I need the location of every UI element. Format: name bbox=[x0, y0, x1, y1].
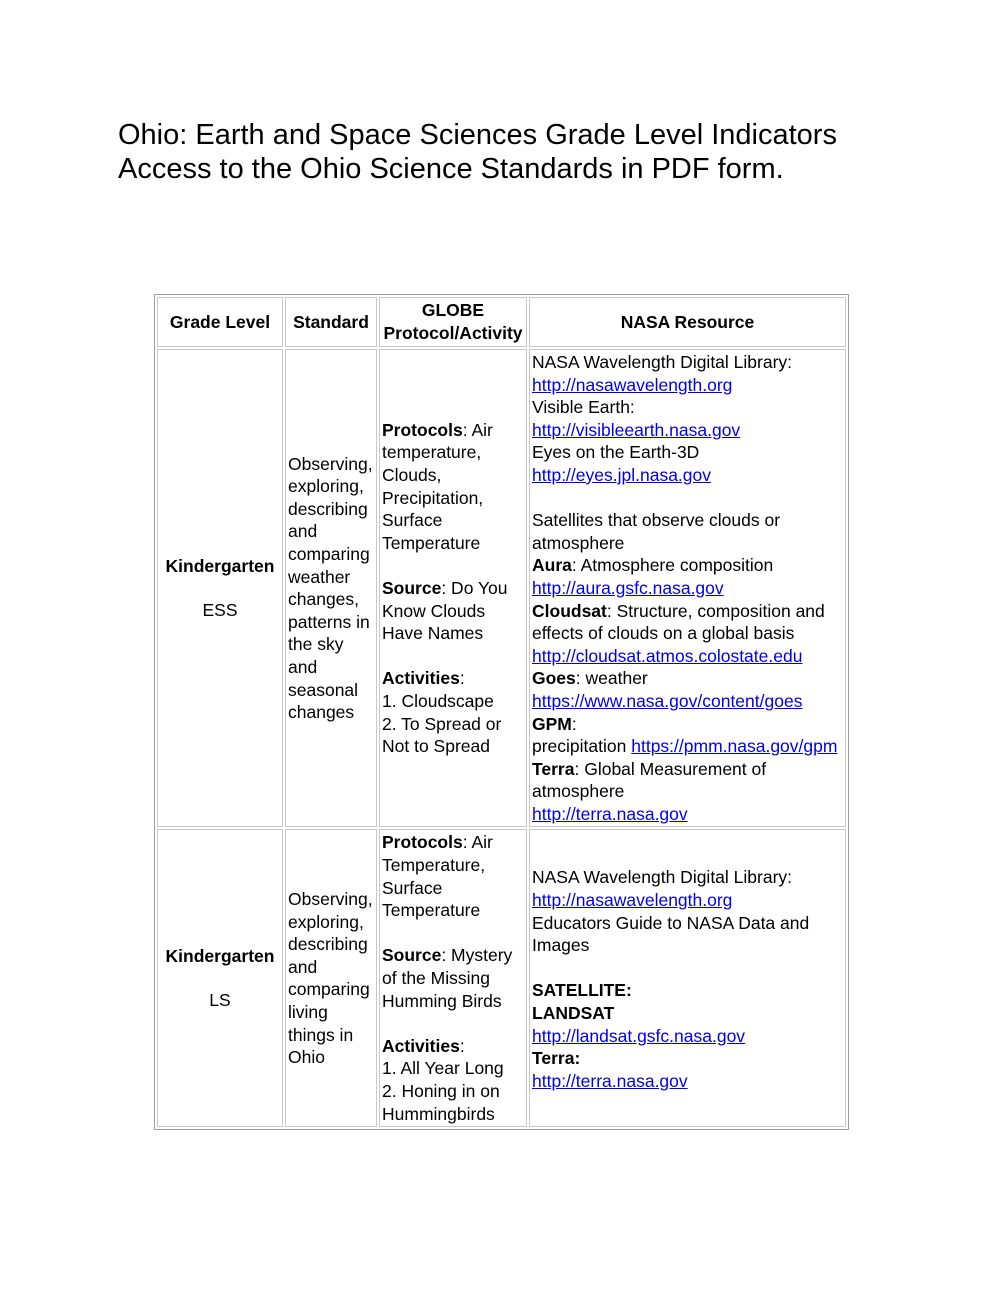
gpm-colon: : bbox=[571, 713, 577, 734]
landsat-link[interactable]: http://landsat.gsfc.nasa.gov bbox=[532, 1025, 746, 1046]
aura-link[interactable]: http://aura.gsfc.nasa.gov bbox=[532, 577, 724, 598]
table-row bbox=[157, 829, 846, 1127]
aura-label: Aura bbox=[532, 555, 572, 576]
wavelength-link[interactable]: http://nasawavelength.org bbox=[532, 374, 733, 395]
header-nasa-resource: NASA Resource bbox=[529, 297, 846, 347]
standard-cell: Observing, exploring, describing and comparing living things in Ohio bbox=[285, 829, 377, 1127]
resource-text: Visible Earth: bbox=[532, 397, 635, 418]
visible-earth-link[interactable]: http://visibleearth.nasa.gov bbox=[532, 419, 741, 440]
gpm-label: GPM bbox=[532, 713, 572, 734]
activities-label: Activities bbox=[382, 1035, 460, 1056]
source-label: Source bbox=[382, 945, 442, 966]
activity-item: 1. Cloudscape bbox=[382, 690, 494, 711]
header-standard: Standard bbox=[285, 297, 377, 347]
activity-item: 2. To Spread or Not to Spread bbox=[382, 713, 502, 757]
protocols-text: : Air Temperature, Surface Temperature bbox=[382, 832, 493, 921]
grade-level: Kindergarten bbox=[165, 555, 275, 576]
protocols-label: Protocols bbox=[382, 419, 463, 440]
terra-label: Terra bbox=[532, 758, 575, 779]
header-globe-protocol: GLOBE Protocol/Activity bbox=[379, 297, 527, 347]
cloudsat-text: : Structure, composition and effects of clouds on a global basis bbox=[532, 600, 825, 644]
resource-text: Eyes on the Earth-3D bbox=[532, 442, 700, 463]
resource-text: NASA Wavelength Digital Library: bbox=[532, 867, 793, 888]
activities-colon: : bbox=[459, 1035, 465, 1056]
grade-cell bbox=[157, 349, 283, 827]
gpm-link[interactable]: https://pmm.nasa.gov/gpm bbox=[631, 736, 838, 757]
activities-label: Activities bbox=[382, 668, 460, 689]
terra-link[interactable]: http://terra.nasa.gov bbox=[532, 803, 688, 824]
goes-label: Goes bbox=[532, 668, 576, 689]
landsat-label: LANDSAT bbox=[532, 1003, 615, 1024]
page-title: Ohio: Earth and Space Sciences Grade Level Indicators Access to the Ohio Science Standards in PDF form. bbox=[118, 119, 837, 185]
grade-cell bbox=[157, 829, 283, 1127]
cloudsat-link[interactable]: http://cloudsat.atmos.colostate.edu bbox=[532, 645, 803, 666]
activity-item: 1. All Year Long bbox=[382, 1058, 504, 1079]
globe-cell bbox=[379, 829, 527, 1127]
globe-cell bbox=[379, 349, 527, 827]
activities-colon: : bbox=[459, 668, 465, 689]
goes-text: : weather bbox=[575, 668, 648, 689]
protocols-label: Protocols bbox=[382, 832, 463, 853]
cloudsat-label: Cloudsat bbox=[532, 600, 607, 621]
resource-text: Educators Guide to NASA Data and Images bbox=[532, 912, 810, 956]
terra-label: Terra: bbox=[532, 1048, 581, 1069]
grade-level: Kindergarten bbox=[165, 945, 275, 966]
resource-text: Satellites that observe clouds or atmosphere bbox=[532, 510, 781, 553]
grade-strand: LS bbox=[209, 990, 231, 1011]
protocols-text: : Air temperature, Clouds, Precipitation, Surface Temperature bbox=[382, 419, 493, 553]
header-grade-level: Grade Level bbox=[157, 297, 283, 347]
activity-item: 2. Honing in on Hummingbirds bbox=[382, 1081, 500, 1124]
nasa-resource-cell bbox=[529, 349, 846, 827]
terra-text: : Global Measurement of atmosphere bbox=[532, 758, 767, 802]
table-header-row bbox=[157, 297, 846, 347]
goes-link[interactable]: https://www.nasa.gov/content/goes bbox=[532, 690, 803, 711]
gpm-text: precipitation bbox=[532, 736, 632, 757]
aura-text: : Atmosphere composition bbox=[571, 555, 774, 576]
source-label: Source bbox=[382, 577, 442, 598]
table-row bbox=[157, 349, 846, 827]
nasa-resource-cell bbox=[529, 829, 846, 1127]
wavelength-link[interactable]: http://nasawavelength.org bbox=[532, 890, 733, 911]
satellite-label: SATELLITE: bbox=[532, 980, 632, 1001]
standards-table bbox=[154, 294, 849, 1130]
eyes-link[interactable]: http://eyes.jpl.nasa.gov bbox=[532, 464, 711, 485]
terra-link[interactable]: http://terra.nasa.gov bbox=[532, 1070, 688, 1091]
standard-cell: Observing, exploring, describing and comparing weather changes, patterns in the sky and seasonal changes bbox=[285, 349, 377, 827]
source-text: : Do You Know Clouds Have Names bbox=[382, 577, 508, 644]
grade-strand: ESS bbox=[202, 600, 238, 621]
source-text: : Mystery of the Missing Humming Birds bbox=[382, 945, 513, 1011]
resource-text: NASA Wavelength Digital Library: bbox=[532, 352, 793, 372]
